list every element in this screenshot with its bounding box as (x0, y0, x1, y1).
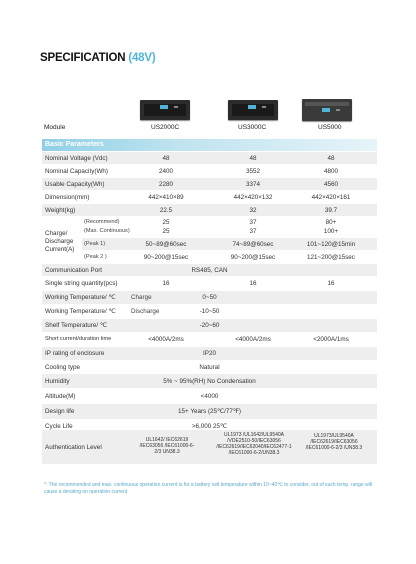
footnote: *: The recommended and max. continuous operation current is for a battery cell temperature within 10~40℃ to consider, out of such temp. range will cause a derating on operation current (44, 482, 373, 495)
row-authentication (42, 430, 377, 464)
cell-us5000: 39.7 (324, 207, 338, 214)
cell-us5000-max: 100+ (323, 228, 339, 235)
cell-us2000c-recommend: 25 (162, 219, 170, 226)
row-dimension (42, 191, 377, 203)
cell-us3000c: UL1973 /UL1642/UL9540A /VDE2510-50/IEC63056 /IEC62619/IEC62040/IEC62477-1 /IEC61000-6-2/UN38.3 (216, 432, 292, 456)
row-string-quantity (42, 277, 377, 290)
cell-us5000: 4560 (323, 181, 339, 188)
cell-us5000-recommend: 80+ (325, 219, 337, 226)
cell-us5000-peak2: 121~200@15sec (307, 254, 355, 261)
row-label: Nominal Capacity(Wh) (45, 168, 108, 175)
row-label: Single string quantity(pcs) (45, 280, 118, 287)
us5000-image (302, 99, 352, 121)
cell-us5000-peak1: 101~120@15min (306, 241, 356, 248)
cell-us3000c-recommend: 37 (249, 219, 257, 226)
row-temp-charge (42, 291, 377, 304)
row-temp-discharge (42, 305, 377, 318)
cell-all: 5% ~ 95%(RH) No Condensation (163, 378, 256, 385)
row-label: IP rating of enclosure (45, 350, 105, 357)
us3000c-image (228, 100, 278, 120)
row-humidity (42, 374, 377, 388)
cell-us2000c: 16 (162, 280, 170, 287)
cell-us3000c: 3374 (245, 181, 261, 188)
row-nominal-voltage (42, 152, 377, 164)
row-label: Design life (45, 408, 75, 415)
charge-label: Charge (131, 294, 152, 301)
cell-all: -10~50 (199, 308, 220, 315)
cell-all: 15+ Years (25℃/77℉) (178, 408, 241, 415)
module-label: Module (44, 124, 66, 131)
cell-us5000: 4800 (323, 168, 339, 175)
row-label: Charge/ Discharge Current(A) (45, 230, 75, 253)
cell-us2000c: 2280 (158, 181, 174, 188)
row-label: Authentication Level (45, 444, 102, 451)
row-nominal-capacity (42, 165, 377, 177)
cell-us2000c-peak1: 50~89@60sec (145, 241, 187, 248)
max-continuous-label: (Max. Continuous) (84, 228, 130, 234)
model-us2000c: US2000C (151, 124, 180, 131)
cell-us5000: <2000A/1ms (313, 336, 349, 343)
cell-us2000c-peak2: 90~200@15sec (143, 254, 189, 261)
cell-us3000c-peak2: 90~200@15sec (230, 254, 276, 261)
section-header (42, 139, 377, 151)
row-label: Weight(kg) (45, 207, 76, 214)
row-label: Communication Port (45, 267, 103, 274)
row-label: Usable Capacity(Wh) (45, 181, 105, 188)
page-title (40, 52, 155, 64)
model-us3000c: US3000C (238, 124, 267, 131)
cell-us2000c-max: 25 (162, 228, 170, 235)
row-ip-rating (42, 347, 377, 360)
row-shelf-temp (42, 319, 377, 332)
row-cooling (42, 361, 377, 374)
cell-us5000: 48 (327, 155, 335, 162)
cell-all: -20~60 (199, 322, 220, 329)
discharge-label: Discharge (131, 308, 160, 315)
cell-us5000: 442×420×161 (311, 194, 351, 201)
cell-us3000c: <4000A/2ms (235, 336, 271, 343)
cell-us3000c: 48 (249, 155, 257, 162)
cell-us2000c: <4000A/2ms (148, 336, 184, 343)
cell-all: >6,000 25℃ (191, 423, 228, 430)
row-label: Nominal Voltage (Vdc) (45, 155, 108, 162)
row-label: Shelf Temperature/ ℃ (45, 322, 107, 329)
row-label: Altitude(M) (45, 393, 76, 400)
cell-us5000: UL1973/UL9540A /IEC62619/IEC63056 /IEC61000-6-2/3 /UN38.3 (305, 433, 363, 451)
cell-us2000c: 22.5 (159, 207, 173, 214)
row-label: Cooling type (45, 364, 81, 371)
cell-us2000c: 48 (162, 155, 170, 162)
cell-us3000c-max: 37 (249, 228, 257, 235)
row-current (42, 217, 377, 263)
title-accent: (48V) (128, 52, 156, 64)
cell-us3000c: 3552 (245, 168, 261, 175)
cell-us3000c-peak1: 74~89@60sec (232, 241, 274, 248)
row-communication (42, 264, 377, 276)
peak2-label: (Peak 2 ) (84, 254, 107, 260)
cell-all: 0~50 (202, 294, 217, 301)
cell-us2000c: UL1642/ IEC62619 /IEC63056 /IEC61000-6-2/3 UN38.3 (139, 437, 195, 455)
cell-all: <4000 (200, 393, 219, 400)
row-weight (42, 204, 377, 216)
model-us5000: US5000 (318, 124, 342, 131)
row-short-circuit (42, 333, 377, 346)
row-altitude (42, 389, 377, 403)
recommend-label: (Recommend) (84, 219, 120, 225)
cell-us2000c: 442×410×89 (148, 194, 184, 201)
title-main: SPECIFICATION (40, 52, 126, 64)
row-label: Cycle Life (45, 423, 73, 430)
cell-us3000c: 32 (249, 207, 257, 214)
cell-all: Natural (199, 364, 220, 371)
cell-us3000c: 442×420×132 (233, 194, 273, 201)
row-label: Dimension(mm) (45, 194, 90, 201)
section-title: Basic Parameters (45, 141, 104, 148)
cell-us5000: 16 (327, 280, 335, 287)
peak1-label: (Peak 1) (84, 241, 106, 247)
row-label: Working Temperature/ ℃ (45, 308, 116, 315)
cell-all: RS485, CAN (191, 267, 228, 274)
cell-us3000c: 16 (249, 280, 257, 287)
cell-all: IP20 (203, 350, 216, 357)
row-usable-capacity (42, 178, 377, 190)
row-design-life (42, 404, 377, 419)
cell-us2000c: 2400 (158, 168, 174, 175)
row-label: Short current/duration time (45, 336, 112, 342)
row-label: Humidity (45, 378, 70, 385)
us2000c-image (140, 100, 190, 120)
row-label: Working Temperature/ ℃ (45, 294, 116, 301)
